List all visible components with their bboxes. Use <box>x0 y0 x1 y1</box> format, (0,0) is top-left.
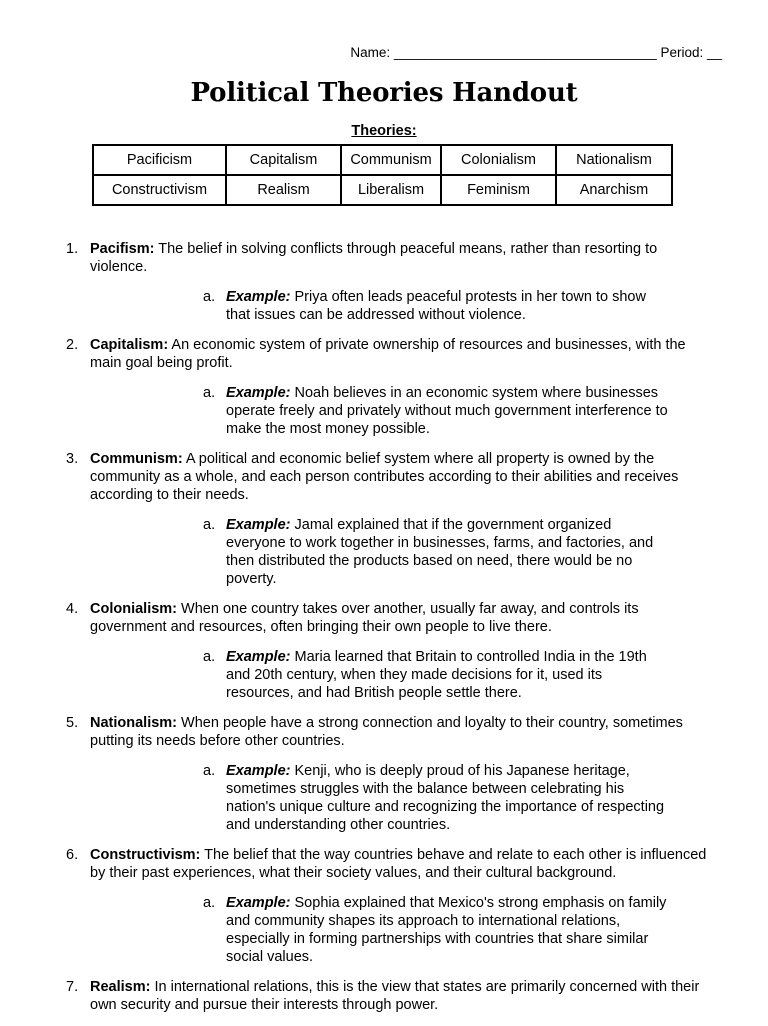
item-number: 1. <box>66 241 79 257</box>
item-number: 7. <box>66 979 79 995</box>
table-row <box>93 145 672 175</box>
list-item <box>0 714 768 834</box>
table-cell: Realism <box>226 175 341 205</box>
example-item <box>90 288 718 324</box>
table-cell: Nationalism <box>556 145 672 175</box>
example-text: Priya often leads peaceful protests in her town to show that issues can be addressed without violence. <box>226 289 646 323</box>
table-cell: Anarchism <box>556 175 672 205</box>
example-text: Kenji, who is deeply proud of his Japanese heritage, sometimes struggles with the balance between celebrating his nation's unique culture and recognizing the importance of respecting and understanding other countries. <box>226 763 665 833</box>
page-title: Political Theories Handout <box>190 78 578 108</box>
item-definition: The belief in solving conflicts through peaceful means, rather than resorting to violence. <box>90 241 658 275</box>
item-number: 4. <box>66 601 79 617</box>
item-definition: An economic system of private ownership of resources and businesses, with the main goal being profit. <box>90 337 686 371</box>
example-item <box>90 384 718 438</box>
item-definition: When one country takes over another, usually far away, and controls its government and resources, often bringing their own people to live there. <box>90 601 639 635</box>
example-label: Example: <box>226 763 291 779</box>
example-text: Noah believes in an economic system where businesses operate freely and privately without much government interference to make the most money possible. <box>226 385 668 437</box>
table-cell: Liberalism <box>341 175 441 205</box>
item-term: Communism: <box>90 451 183 467</box>
example-item <box>90 894 718 966</box>
list-item <box>0 846 768 966</box>
item-number: 5. <box>66 715 79 731</box>
example-letter: a. <box>203 517 216 533</box>
item-number: 2. <box>66 337 79 353</box>
example-item <box>90 516 718 588</box>
table-cell: Feminism <box>441 175 556 205</box>
table-row <box>93 175 672 205</box>
item-term: Realism: <box>90 979 151 995</box>
table-cell: Constructivism <box>93 175 226 205</box>
example-text: Maria learned that Britain to controlled India in the 19th and 20th century, when they made decisions for it, used its resources, and had British people settle there. <box>226 649 647 701</box>
item-term: Colonialism: <box>90 601 178 617</box>
table-cell: Pacificism <box>93 145 226 175</box>
table-cell: Capitalism <box>226 145 341 175</box>
theories-heading: Theories: <box>351 123 417 139</box>
item-definition: In international relations, this is the view that states are primarily concerned with their own security and pursue their interests through power. <box>90 979 700 1013</box>
example-letter: a. <box>203 385 216 401</box>
list-item <box>0 336 768 438</box>
example-label: Example: <box>226 649 291 665</box>
example-letter: a. <box>203 289 216 305</box>
example-item <box>90 648 718 702</box>
example-letter: a. <box>203 763 216 779</box>
item-definition: A political and economic belief system where all property is owned by the community as a whole, and each person contributes according to their abilities and receives according to their needs. <box>90 451 679 503</box>
list-item <box>0 600 768 702</box>
example-label: Example: <box>226 895 291 911</box>
list-item <box>0 450 768 588</box>
example-text: Jamal explained that if the government organized everyone to work together in businesses, farms, and factories, and then distributed the products based on need, there would be no poverty. <box>226 517 654 587</box>
item-term: Constructivism: <box>90 847 201 863</box>
list-item <box>0 978 768 1014</box>
table-cell: Communism <box>341 145 441 175</box>
item-number: 6. <box>66 847 79 863</box>
example-text: Sophia explained that Mexico's strong emphasis on family and community shapes its approach to international relations, especially in forming partnerships with countries that share similar social values. <box>226 895 667 965</box>
example-label: Example: <box>226 289 291 305</box>
item-term: Nationalism: <box>90 715 178 731</box>
definitions-list <box>0 240 768 1026</box>
example-label: Example: <box>226 517 291 533</box>
table-cell: Colonialism <box>441 145 556 175</box>
item-number: 3. <box>66 451 79 467</box>
item-definition: The belief that the way countries behave and relate to each other is influenced by their past experiences, what their society values, and their cultural background. <box>90 847 707 881</box>
item-definition: When people have a strong connection and loyalty to their country, sometimes putting its needs before other countries. <box>90 715 683 749</box>
item-term: Capitalism: <box>90 337 169 353</box>
list-item <box>0 240 768 324</box>
theories-table <box>92 144 673 206</box>
example-item <box>90 762 718 834</box>
example-letter: a. <box>203 649 216 665</box>
name-period-line: Name: ___________________________________ Period: __ <box>350 45 722 60</box>
example-letter: a. <box>203 895 216 911</box>
example-label: Example: <box>226 385 291 401</box>
item-term: Pacifism: <box>90 241 155 257</box>
